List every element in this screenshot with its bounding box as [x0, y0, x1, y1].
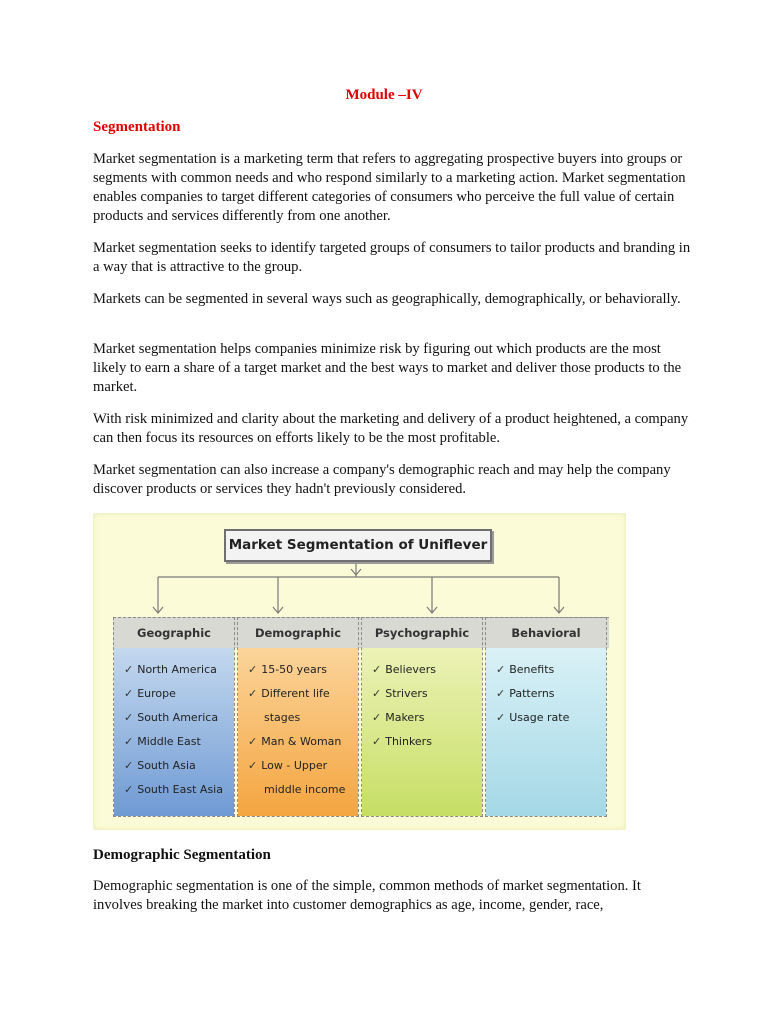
check-icon: ✓ — [248, 687, 258, 700]
demographic-paragraph: Demographic segmentation is one of the simple, common methods of market segmentation. It involves breaking the market into customer demographics as age, income, gender, race, — [93, 878, 641, 913]
column-header: Behavioral — [511, 626, 581, 640]
list-item: ✓ South America — [124, 711, 219, 724]
column-demographic — [237, 617, 359, 817]
paragraph-5: With risk minimized and clarity about the marketing and delivery of a product heightened, a company can then focus its resources on efforts likely to be the most profitable. — [93, 411, 689, 446]
list-item: ✓ South East Asia — [124, 783, 223, 796]
list-item: ✓ Different life — [248, 687, 330, 700]
list-item: middle income — [264, 783, 346, 796]
column-behavioral — [485, 617, 607, 817]
list-item: ✓ Patterns — [496, 687, 555, 700]
diagram-title: Market Segmentation of Uniflever — [224, 529, 492, 562]
check-icon: ✓ — [124, 759, 134, 772]
list-item: ✓ Usage rate — [496, 711, 570, 724]
list-item: ✓ Believers — [372, 663, 436, 676]
check-icon: ✓ — [496, 687, 506, 700]
check-icon: ✓ — [248, 663, 258, 676]
check-icon: ✓ — [496, 711, 506, 724]
check-icon: ✓ — [248, 735, 258, 748]
column-header: Demographic — [254, 626, 342, 640]
demographic-heading: Demographic Segmentation — [93, 847, 271, 863]
check-icon: ✓ — [124, 663, 134, 676]
list-item: ✓ Man & Woman — [248, 735, 342, 748]
list-item: ✓ Benefits — [496, 663, 555, 676]
list-item: ✓ North America — [124, 663, 217, 676]
check-icon: ✓ — [372, 687, 382, 700]
check-icon: ✓ — [372, 663, 382, 676]
list-item: ✓ Europe — [124, 687, 176, 700]
module-title: Module –IV — [345, 87, 423, 103]
paragraph-4: Market segmentation helps companies minimize risk by figuring out which products are the most likely to earn a share of a target market and the best ways to market and deliver those products to the market. — [93, 341, 682, 395]
check-icon: ✓ — [124, 735, 134, 748]
column-geographic — [113, 617, 235, 817]
list-item: ✓ 15-50 years — [248, 663, 327, 676]
paragraph-2: Market segmentation seeks to identify targeted groups of consumers to tailor products and branding in a way that is attractive to the group. — [93, 240, 691, 275]
paragraph-6: Market segmentation can also increase a company's demographic reach and may help the company discover products or services they hadn't previously considered. — [93, 462, 671, 497]
segmentation-diagram — [93, 513, 626, 830]
list-item: ✓ Thinkers — [372, 735, 432, 748]
check-icon: ✓ — [372, 735, 382, 748]
list-item: ✓ Middle East — [124, 735, 201, 748]
paragraph-1: Market segmentation is a marketing term that refers to aggregating prospective buyers into groups or segments with common needs and who respond similarly to a marketing action. Market segmentation enables companies to target different categories of consumers who perceive the full value of certain products and services differently from one another. — [93, 151, 686, 224]
paragraph-3: Markets can be segmented in several ways such as geographically, demographically, or behaviorally. — [93, 291, 681, 307]
check-icon: ✓ — [248, 759, 258, 772]
list-item: ✓ Low - Upper — [248, 759, 328, 772]
list-item: ✓ South Asia — [124, 759, 196, 772]
check-icon: ✓ — [124, 711, 134, 724]
check-icon: ✓ — [372, 711, 382, 724]
list-item: stages — [264, 711, 301, 724]
column-psychographic — [361, 617, 483, 817]
check-icon: ✓ — [496, 663, 506, 676]
check-icon: ✓ — [124, 783, 134, 796]
check-icon: ✓ — [124, 687, 134, 700]
list-item: ✓ Strivers — [372, 687, 428, 700]
column-header: Psychographic — [374, 626, 470, 640]
segmentation-heading: Segmentation — [93, 119, 181, 135]
list-item: ✓ Makers — [372, 711, 425, 724]
column-header: Geographic — [137, 626, 211, 640]
